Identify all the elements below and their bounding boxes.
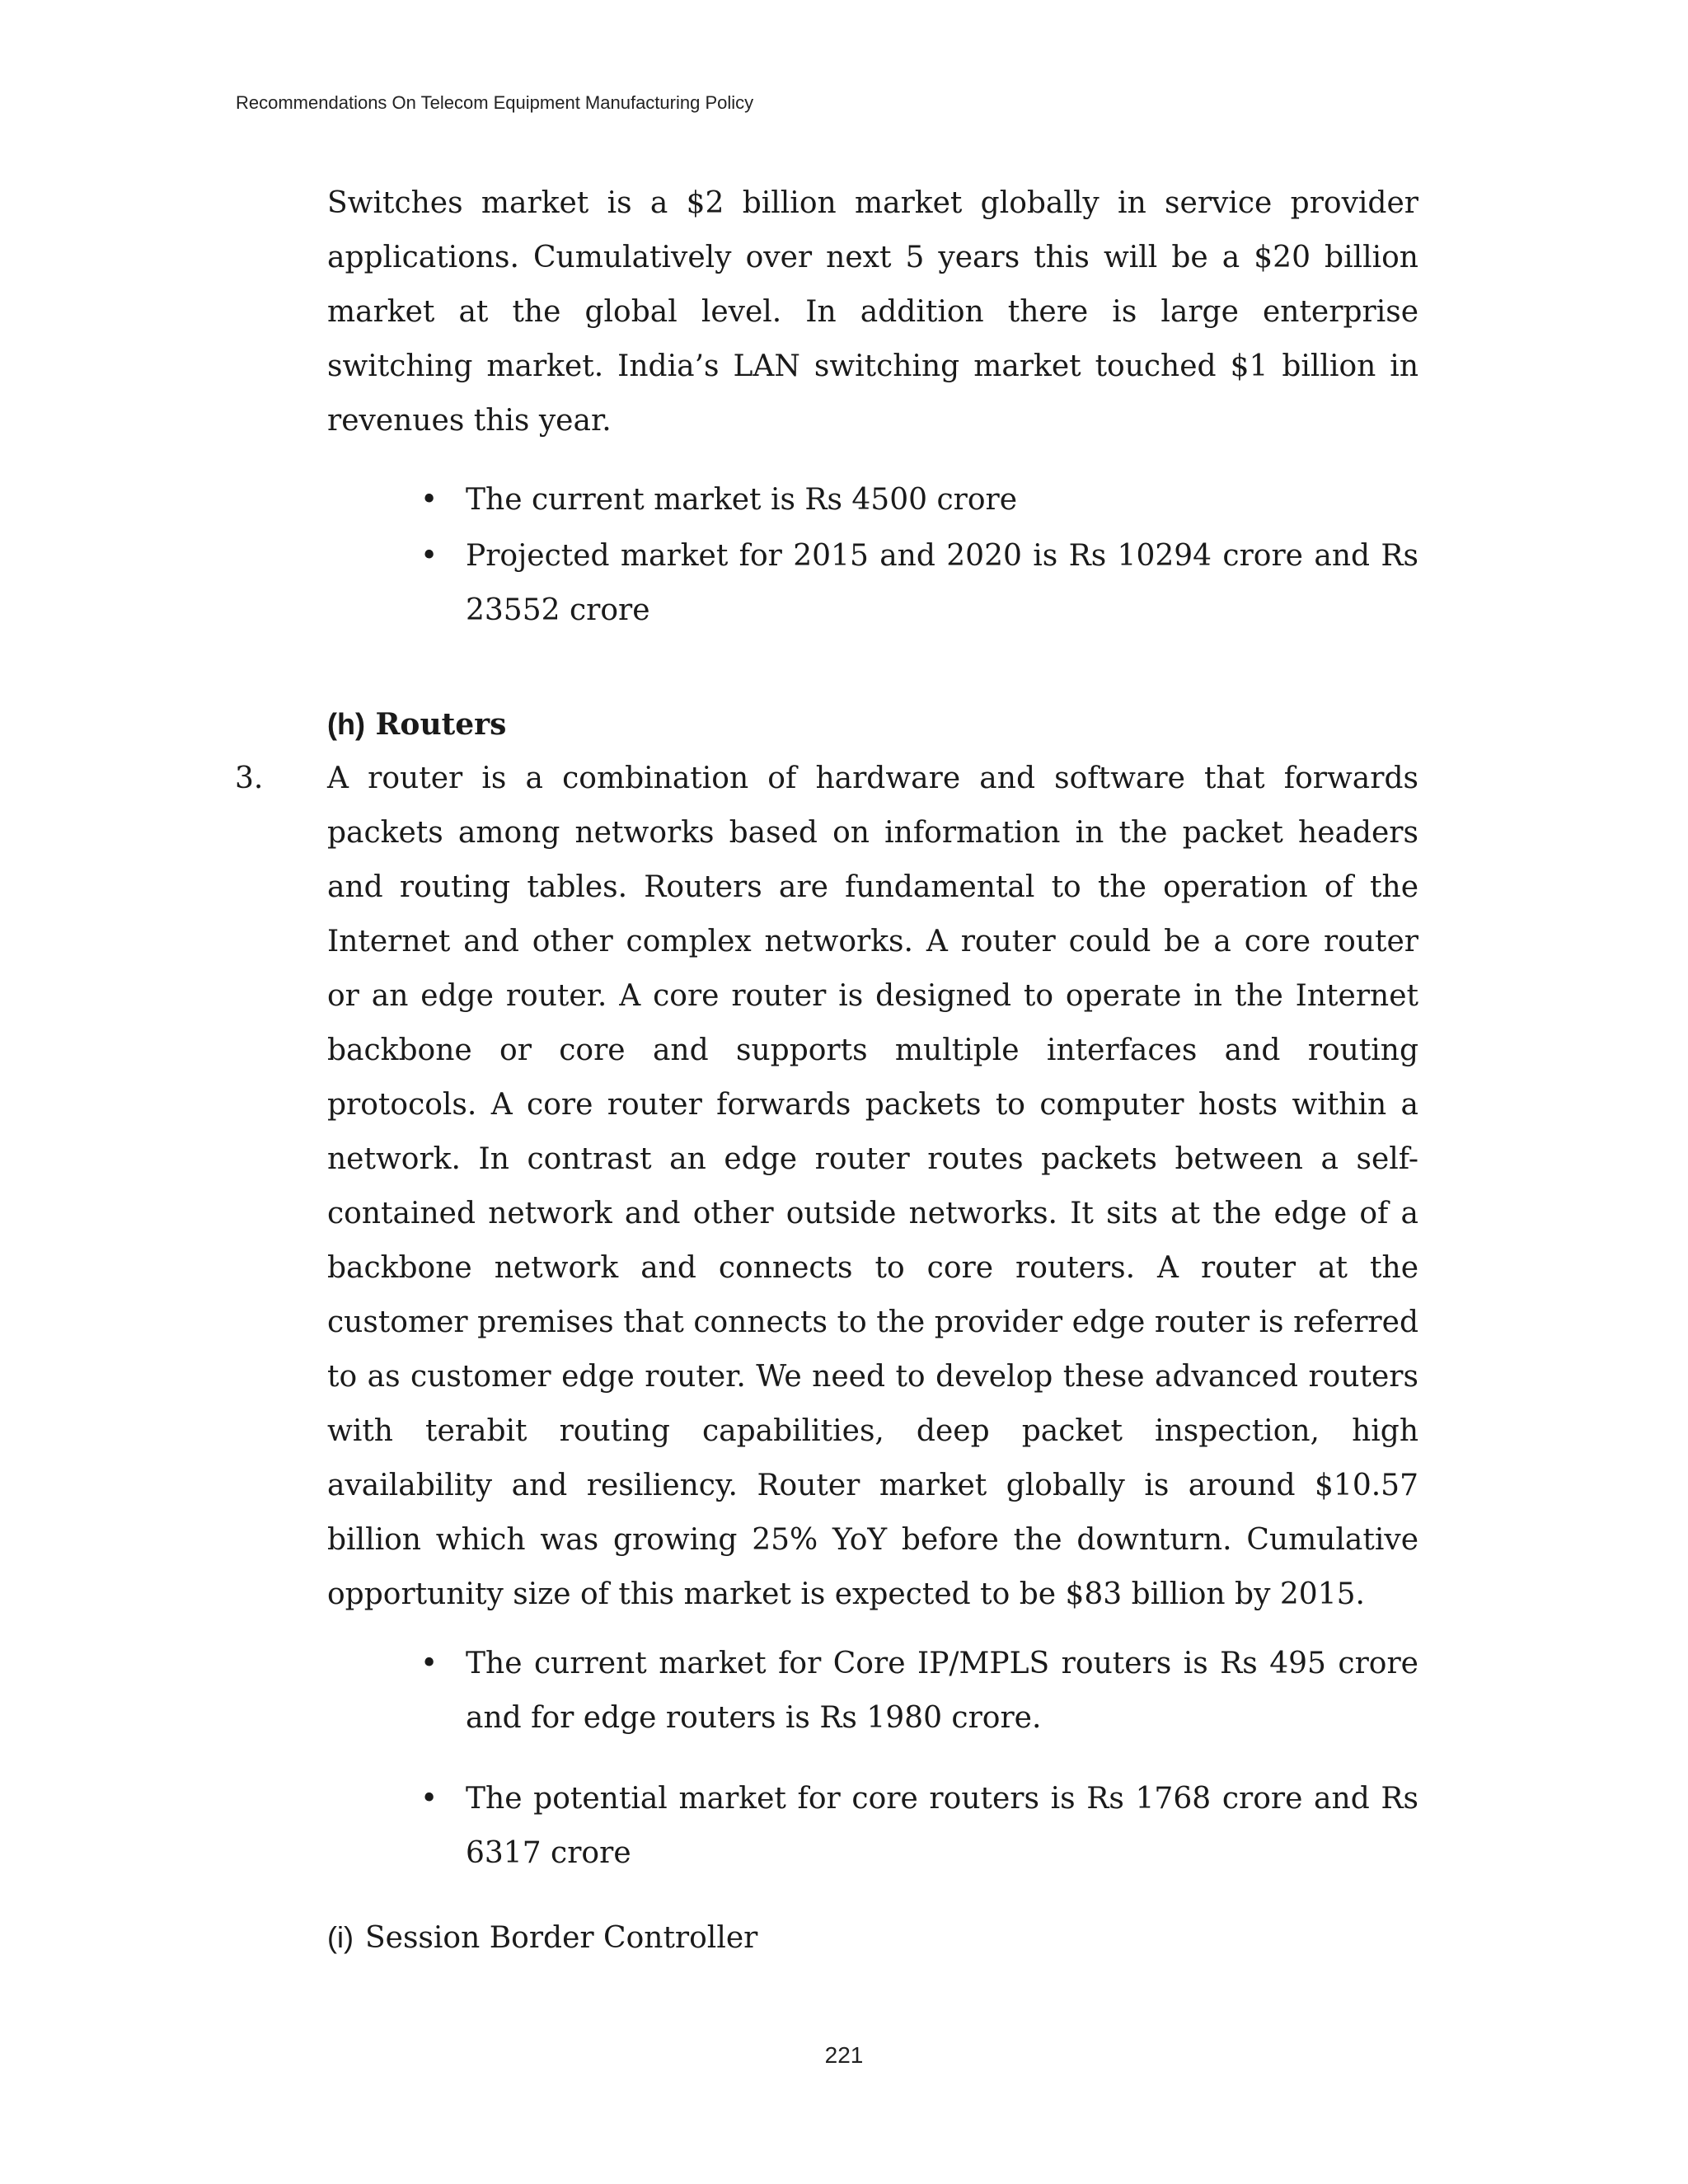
bullet-text: The potential market for core routers is Rs 1768 crore and Rs 6317 crore bbox=[466, 1782, 1418, 1870]
bullet-icon: • bbox=[420, 1782, 438, 1816]
list-item bbox=[0, 1772, 1418, 1881]
bullet-text: The current market is Rs 4500 crore bbox=[466, 483, 1018, 517]
list-item bbox=[0, 529, 1418, 638]
section-title: Routers bbox=[375, 707, 507, 742]
list-item bbox=[0, 473, 1418, 527]
paragraph-number: 3. bbox=[235, 762, 264, 795]
routers-paragraph: A router is a combination of hardware and software that forwards packets among networks based on information in the packet headers and routing tables. Routers are fundamental to the operation of the Internet and other complex networks. A router could be a core router or an edge router. A core router is designed to operate in the Internet backbone or core and supports multiple interfaces and routing protocols. A core router forwards packets to computer hosts within a network. In contrast an edge router routes packets between a self-contained network and other outside networks. It sits at the edge of a backbone network and connects to core routers. A router at the customer premises that connects to the provider edge router is referred to as customer edge router. We need to develop these advanced routers with terabit routing capabilities, deep packet inspection, high availability and resiliency. Router market globally is around $10.57 billion which was growing 25% YoY before the downturn. Cumulative opportunity size of this market is expected to be $83 billion by 2015. bbox=[327, 762, 1418, 1611]
switches-paragraph: Switches market is a $2 billion market globally in service provider applications. Cumulatively over next 5 years this will be a $20 billion market at the global level. In addition there is large enterprise switching market. India’s LAN switching market touched $1 billion in revenues this year. bbox=[327, 186, 1418, 438]
subsection-title: Session Border Controller bbox=[364, 1921, 758, 1955]
switches-bullet-list bbox=[0, 473, 1688, 638]
bullet-text: Projected market for 2015 and 2020 is Rs 10294 crore and Rs 23552 crore bbox=[466, 539, 1418, 627]
bullet-icon: • bbox=[420, 1647, 438, 1680]
routers-bullet-list bbox=[0, 1637, 1688, 1881]
bullet-icon: • bbox=[420, 539, 438, 573]
page-number: 221 bbox=[824, 2042, 864, 2068]
section-marker: (h) bbox=[327, 707, 365, 741]
bullet-text: The current market for Core IP/MPLS routers is Rs 495 crore and for edge routers is Rs 1980 crore. bbox=[466, 1647, 1418, 1735]
subsection-marker: (i) bbox=[327, 1920, 354, 1954]
bullet-icon: • bbox=[420, 483, 438, 517]
section-heading-routers bbox=[327, 697, 506, 752]
subsection-session-border-controller bbox=[327, 1910, 757, 1966]
list-item bbox=[0, 1637, 1418, 1746]
running-header: Recommendations On Telecom Equipment Manufacturing Policy bbox=[236, 92, 754, 113]
